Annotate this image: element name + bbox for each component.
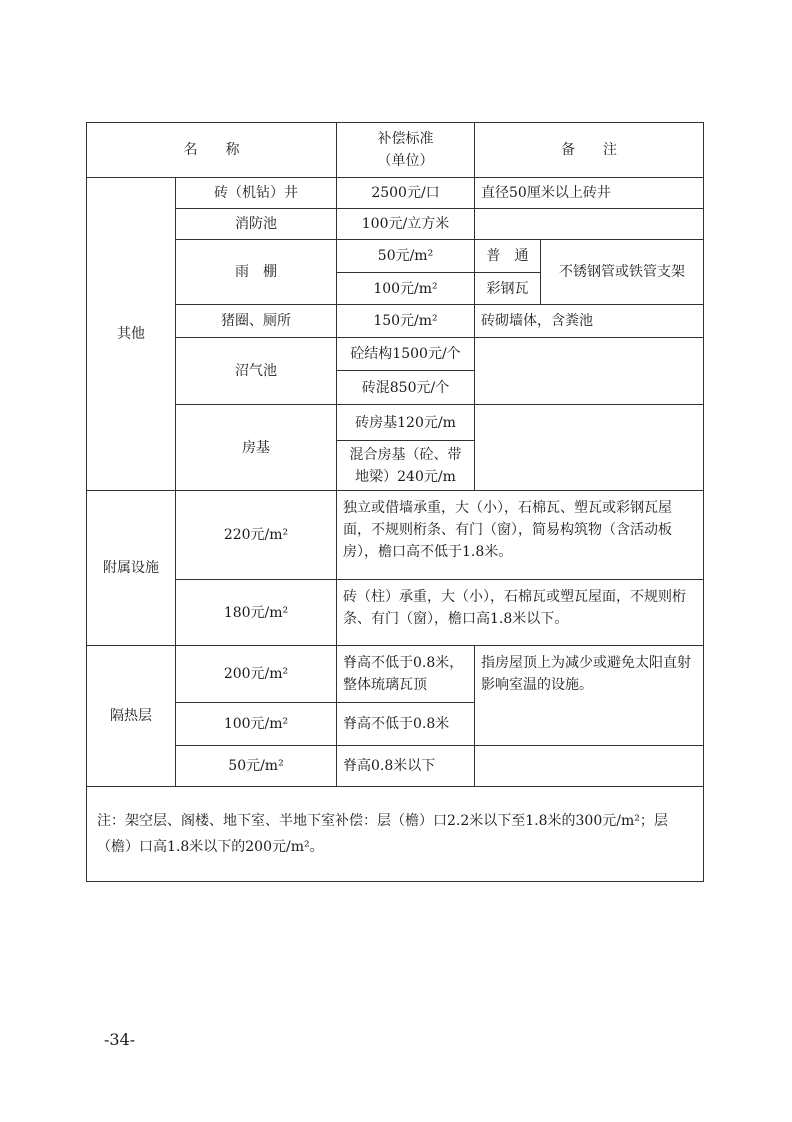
- header-standard-line2: （单位）: [377, 153, 434, 169]
- biogas-standard-a: 砼结构1500元/个: [336, 337, 475, 371]
- shed-standard-b: 100元/m²: [336, 272, 475, 305]
- shed-type-a: 普 通: [474, 239, 541, 273]
- group-other-label: 其他: [86, 177, 176, 491]
- foundation-remark: [474, 404, 704, 491]
- compensation-table: [86, 122, 704, 882]
- insulation-standard-3: 50元/m²: [175, 745, 337, 787]
- shed-remark: 不锈钢管或铁管支架: [540, 239, 704, 305]
- shed-name: 雨 棚: [175, 239, 337, 305]
- well-standard: 2500元/口: [336, 177, 475, 209]
- shed-type-b: 彩钢瓦: [474, 272, 541, 305]
- insulation-remark: 指房屋顶上为减少或避免太阳直射影响室温的设施。: [474, 645, 704, 746]
- pool-standard: 100元/立方米: [336, 208, 475, 240]
- page-number: -34-: [104, 1030, 136, 1049]
- header-standard: [336, 122, 475, 178]
- pen-name: 猪圈、厕所: [175, 304, 337, 338]
- pen-remark: 砖砌墙体，含粪池: [474, 304, 704, 338]
- footnote: 注：架空层、阁楼、地下室、半地下室补偿：层（檐）口2.2米以下至1.8米的300元/m²；层（檐）口高1.8米以下的200元/m²。: [86, 786, 704, 882]
- header-name: 名 称: [86, 122, 337, 178]
- foundation-name: 房基: [175, 404, 337, 491]
- biogas-name: 沼气池: [175, 337, 337, 405]
- pen-standard: 150元/m²: [336, 304, 475, 338]
- insulation-spec-1: 脊高不低于0.8米，整体琉璃瓦顶: [336, 645, 475, 703]
- foundation-standard-a: 砖房基120元/m: [336, 404, 475, 441]
- foundation-standard-b: 混合房基（砼、带地梁）240元/m: [336, 440, 475, 491]
- header-standard-line1: 补偿标准: [377, 131, 434, 147]
- group-insulation-label: 隔热层: [86, 645, 176, 787]
- insulation-blank: [474, 745, 704, 787]
- header-remark: 备 注: [474, 122, 704, 178]
- pool-remark: [474, 208, 704, 240]
- attached-remark-2: 砖（柱）承重，大（小），石棉瓦或塑瓦屋面，不规则桁条、有门（窗），檐口高1.8米以下。: [336, 579, 704, 646]
- well-remark: 直径50厘米以上砖井: [474, 177, 704, 209]
- attached-remark-1: 独立或借墙承重，大（小），石棉瓦、塑瓦或彩钢瓦屋面，不规则桁条、有门（窗），简易构筑物（含活动板房），檐口高不低于1.8米。: [336, 490, 704, 580]
- pool-name: 消防池: [175, 208, 337, 240]
- insulation-spec-3: 脊高0.8米以下: [336, 745, 475, 787]
- attached-standard-2: 180元/m²: [175, 579, 337, 646]
- insulation-standard-1: 200元/m²: [175, 645, 337, 703]
- insulation-spec-2: 脊高不低于0.8米: [336, 702, 475, 746]
- group-attached-label: 附属设施: [86, 490, 176, 646]
- well-name: 砖（机钻）井: [175, 177, 337, 209]
- biogas-remark: [474, 337, 704, 405]
- shed-standard-a: 50元/m²: [336, 239, 475, 273]
- insulation-standard-2: 100元/m²: [175, 702, 337, 746]
- attached-standard-1: 220元/m²: [175, 490, 337, 580]
- biogas-standard-b: 砖混850元/个: [336, 370, 475, 405]
